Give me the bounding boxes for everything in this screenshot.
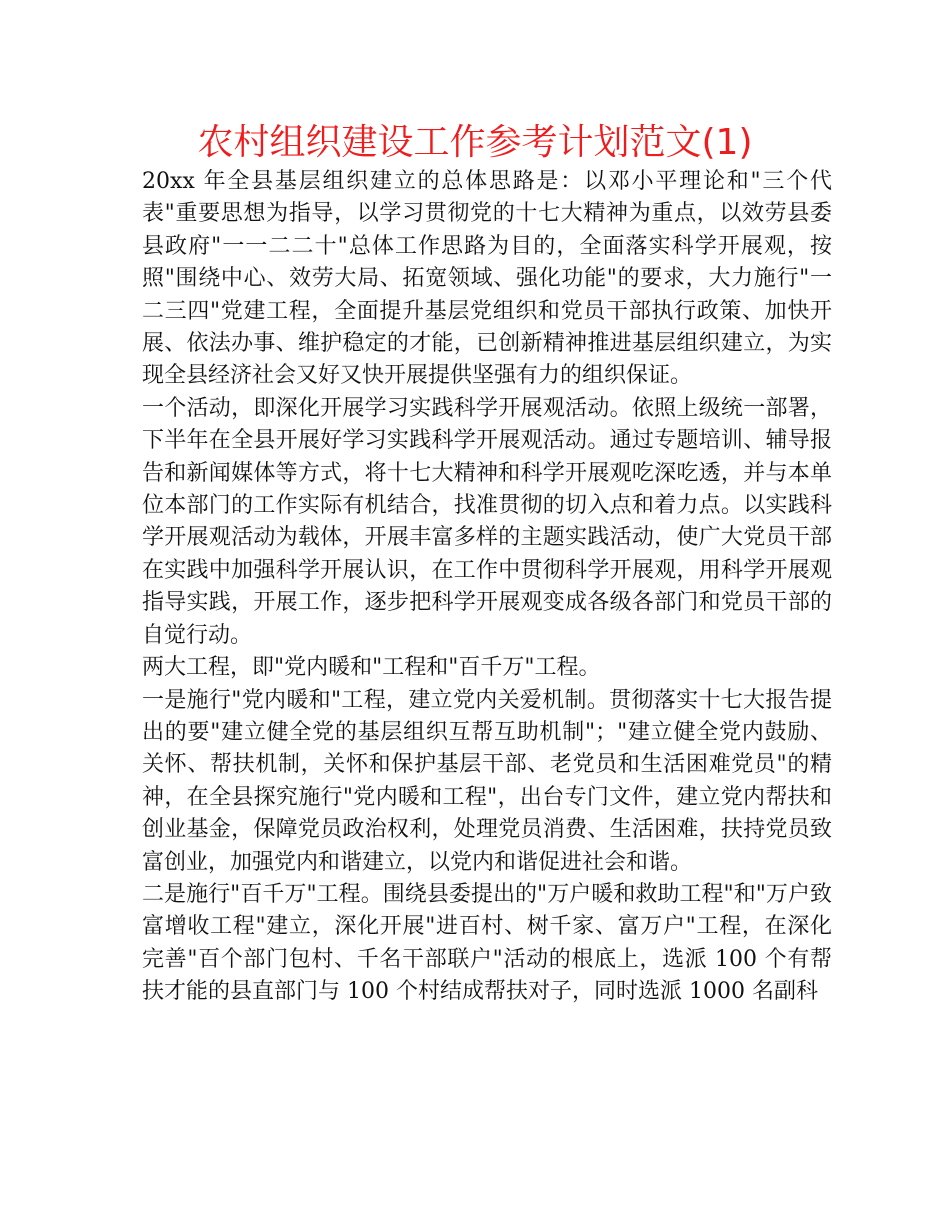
document-title: 农村组织建设工作参考计划范文(1) [197, 122, 753, 163]
paragraph-two-projects: 两大工程，即"党内暖和"工程和"百千万"工程。 [142, 655, 601, 681]
paragraph-warmth-project: 一是施行"党内暖和"工程，建立党内关爱机制。贯彻落实十七大报告提出的要"建立健全党的基层组织互帮互助机制"；"建立健全党内鼓励、关怀、帮扶机制，关怀和保护基层干部、老党员和生活困难党员"的精神，在全县探究施行"党内暖和工程"，出台专门文件，建立党内帮扶和创业基金，保障党员政治权利，处理党员消费、生活困难，扶持党员致富创业，加强党内和谐建立，以党内和谐促进社会和谐。 [142, 687, 832, 875]
paragraph-one-activity: 一个活动，即深化开展学习实践科学开展观活动。依照上级统一部署，下半年在全县开展好学习实践科学开展观活动。通过专题培训、辅导报告和新闻媒体等方式，将十七大精神和科学开展观吃深吃透，并与本单位本部门的工作实际有机结合，找准贯彻的切入点和着力点。以实践科学开展观活动为载体，开展丰富多样的主题实践活动，使广大党员干部在实践中加强科学开展认识，在工作中贯彻科学开展观，用科学开展观指导实践，开展工作，逐步把科学开展观变成各级各部门和党员干部的自觉行动。 [142, 395, 832, 648]
paragraph-overall-approach: 20xx 年全县基层组织建立的总体思路是：以邓小平理论和"三个代表"重要思想为指导，以学习贯彻党的十七大精神为重点，以效劳县委县政府"一一二二十"总体工作思路为目的，全面落实科学开展观，按照"围绕中心、效劳大局、拓宽领域、强化功能"的要求，大力施行"一二三四"党建工程，全面提升基层党组织和党员干部执行政策、加快开展、依法办事、维护稳定的才能，已创新精神推进基层组织建立，为实现全县经济社会又好又快开展提供坚强有力的组织保证。 [142, 169, 832, 389]
paragraph-hundred-thousand-project: 二是施行"百千万"工程。围绕县委提出的"万户暖和救助工程"和"万户致富增收工程"建立，深化开展"进百村、树千家、富万户"工程，在深化完善"百个部门包村、千名干部联户"活动的根底上，选派 100 个有帮扶才能的县直部门与 100 个村结成帮扶对子，同时选派 1000 名副科 [142, 881, 832, 1005]
document-body [142, 166, 832, 1009]
